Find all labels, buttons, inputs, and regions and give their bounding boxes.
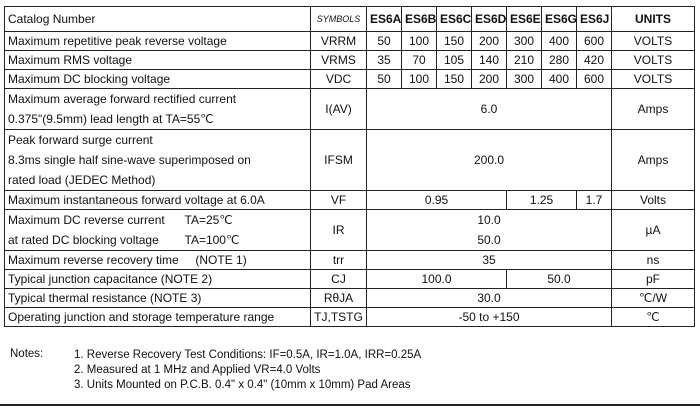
- row-value: 35: [367, 251, 612, 270]
- row-value: 280: [542, 51, 577, 70]
- row-value: 105: [437, 51, 472, 70]
- row-value: 35: [367, 51, 402, 70]
- param-line: 8.3ms single half sine-wave superimposed on: [8, 153, 251, 167]
- row-value: 140: [472, 51, 507, 70]
- row-value: 50: [367, 32, 402, 51]
- table-row: [5, 32, 695, 51]
- row-value: 600: [577, 32, 612, 51]
- row-unit: Amps: [612, 130, 695, 191]
- row-symbol: VRMS: [311, 51, 367, 70]
- row-symbol: I(AV): [311, 89, 367, 130]
- table-row: [5, 308, 695, 327]
- table-row: [5, 51, 695, 70]
- row-value: 30.0: [367, 289, 612, 308]
- units-header: UNITS: [612, 7, 695, 32]
- note-item: 2. Measured at 1 MHz and Applied VR=4.0 Volts: [74, 364, 321, 376]
- row-param: [5, 89, 311, 130]
- row-value: 50.0: [507, 270, 612, 289]
- row-param: Maximum repetitive peak reverse voltage: [5, 32, 311, 51]
- row-value: 1.7: [577, 191, 612, 210]
- table-row: [5, 210, 695, 251]
- row-value: 100: [402, 32, 437, 51]
- row-unit: ns: [612, 251, 695, 270]
- row-param: Maximum DC blocking voltage: [5, 70, 311, 89]
- param-condition: TA=25℃: [184, 213, 233, 227]
- row-value: 50: [367, 70, 402, 89]
- row-value: 400: [542, 32, 577, 51]
- row-value: 600: [577, 70, 612, 89]
- symbols-header: SYMBOLS: [311, 7, 367, 32]
- row-value: 100: [402, 70, 437, 89]
- row-value: 150: [437, 32, 472, 51]
- note-item: 1. Reverse Recovery Test Conditions: IF=0.5A, IR=1.0A, IRR=0.25A: [74, 349, 422, 361]
- model-header: ES6A: [367, 7, 402, 32]
- row-symbol: VF: [311, 191, 367, 210]
- row-unit: ℃: [612, 308, 695, 327]
- row-param: Maximum instantaneous forward voltage at 6.0A: [5, 191, 311, 210]
- table-row: [5, 70, 695, 89]
- row-value: -50 to +150: [367, 308, 612, 327]
- model-header: ES6B: [402, 7, 437, 32]
- row-unit: Amps: [612, 89, 695, 130]
- value-line: 50.0: [477, 233, 501, 247]
- row-symbol: CJ: [311, 270, 367, 289]
- param-line: Peak forward surge current: [8, 133, 153, 147]
- table-row: [5, 270, 695, 289]
- param-line: Maximum average forward rectified current: [8, 92, 237, 106]
- row-value: 150: [437, 70, 472, 89]
- row-value: 200: [472, 70, 507, 89]
- row-unit: pF: [612, 270, 695, 289]
- table-row: [5, 89, 695, 130]
- model-header: ES6D: [472, 7, 507, 32]
- param-text: Maximum DC reverse current: [8, 213, 165, 227]
- row-unit: VOLTS: [612, 51, 695, 70]
- row-symbol: trr: [311, 251, 367, 270]
- row-unit: VOLTS: [612, 32, 695, 51]
- header-row: [5, 7, 695, 32]
- catalog-header: Catalog Number: [5, 7, 311, 32]
- model-header: ES6G: [542, 7, 577, 32]
- row-value: 210: [507, 51, 542, 70]
- row-symbol: IFSM: [311, 130, 367, 191]
- row-value: 1.25: [507, 191, 577, 210]
- row-value: 70: [402, 51, 437, 70]
- row-value: 200.0: [367, 130, 612, 191]
- table-row: [5, 191, 695, 210]
- row-value: 420: [577, 51, 612, 70]
- row-value: 100.0: [367, 270, 507, 289]
- row-value: 6.0: [367, 89, 612, 130]
- model-header: ES6J: [577, 7, 612, 32]
- table-row: [5, 289, 695, 308]
- row-symbol: VRRM: [311, 32, 367, 51]
- row-unit: ℃/W: [612, 289, 695, 308]
- notes-label: Notes:: [10, 348, 44, 360]
- row-symbol: RθJA: [311, 289, 367, 308]
- row-value: [367, 210, 612, 251]
- param-line: [8, 230, 307, 250]
- row-value: 200: [472, 32, 507, 51]
- row-param: Maximum RMS voltage: [5, 51, 311, 70]
- table-row: [5, 251, 695, 270]
- row-value: 0.95: [367, 191, 507, 210]
- row-param: Typical thermal resistance (NOTE 3): [5, 289, 311, 308]
- param-text: at rated DC blocking voltage: [8, 233, 159, 247]
- row-param: Maximum reverse recovery time (NOTE 1): [5, 251, 311, 270]
- param-line: [8, 210, 307, 230]
- row-unit: µA: [612, 210, 695, 251]
- bottom-divider: [0, 404, 700, 406]
- row-param: [5, 130, 311, 191]
- specifications-table: [4, 6, 695, 327]
- row-value: 300: [507, 70, 542, 89]
- row-symbol: IR: [311, 210, 367, 251]
- param-line: 0.375"(9.5mm) lead length at TA=55℃: [8, 112, 214, 126]
- model-header: ES6C: [437, 7, 472, 32]
- row-param: Operating junction and storage temperature range: [5, 308, 311, 327]
- row-unit: Volts: [612, 191, 695, 210]
- row-symbol: TJ,TSTG: [311, 308, 367, 327]
- model-header: ES6E: [507, 7, 542, 32]
- row-param: [5, 210, 311, 251]
- notes-list: [74, 348, 494, 393]
- row-symbol: VDC: [311, 70, 367, 89]
- param-condition: TA=100℃: [184, 233, 240, 247]
- row-param: Typical junction capacitance (NOTE 2): [5, 270, 311, 289]
- row-value: 400: [542, 70, 577, 89]
- note-item: 3. Units Mounted on P.C.B. 0.4" x 0.4" (10mm x 10mm) Pad Areas: [74, 379, 411, 391]
- table-row: [5, 130, 695, 191]
- row-value: 300: [507, 32, 542, 51]
- row-unit: VOLTS: [612, 70, 695, 89]
- param-line: rated load (JEDEC Method): [8, 173, 156, 187]
- value-line: 10.0: [477, 213, 501, 227]
